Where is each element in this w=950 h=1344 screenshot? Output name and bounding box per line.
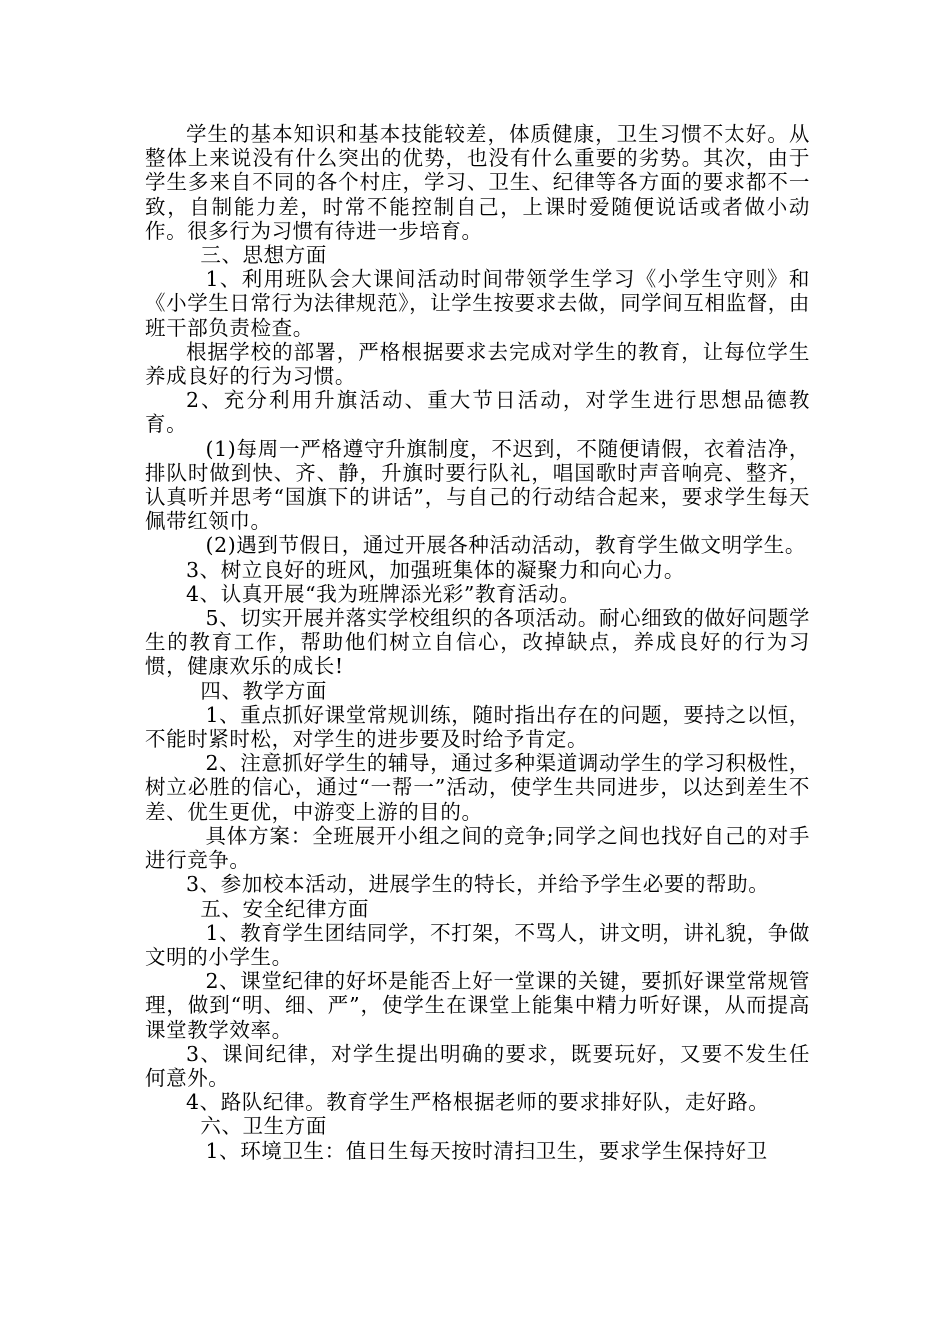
paragraph-teaching-plan: 具体方案：全班展开小组之间的竞争;同学之间也找好自己的对手进行竞争。 [145,823,810,873]
paragraph-teaching-1: 1、重点抓好课堂常规训练，随时指出存在的问题，要持之以恒，不能时紧时松，对学生的进步要及时给予肯定。 [145,702,810,752]
paragraph-thought-2: 2、充分利用升旗活动、重大节日活动，对学生进行思想品德教育。 [145,388,810,437]
paragraph-hygiene-1: 1、环境卫生：值日生每天按时清扫卫生，要求学生保持好卫 [205,1138,768,1163]
paragraph-thought-5: 5、切实开展并落实学校组织的各项活动。耐心细致的做好问题学生的教育工作，帮助他们树立自信心，改掉缺点，养成良好的行为习惯，健康欢乐的成长! [145,606,810,679]
paragraph-thought-2-2: (2)遇到节假日，通过开展各种活动活动，教育学生做文明学生。 [205,533,807,558]
section-heading-safety: 五、安全纪律方面 [200,896,370,921]
paragraph-safety-2: 2、课堂纪律的好坏是能否上好一堂课的关键，要抓好课堂常规管理，做到“明、细、严”，使学生在课堂上能集中精力听好课，从而提高课堂教学效率。 [145,969,810,1042]
paragraph-teaching-2: 2、注意抓好学生的辅导，通过多种渠道调动学生的学习积极性，树立必胜的信心，通过“一帮一”活动，使学生共同进步，以达到差生不差、优生更优，中游变上游的目的。 [145,751,810,824]
paragraph-thought-1: 1、利用班队会大课间活动时间带领学生学习《小学生守则》和《小学生日常行为法律规范》，让学生按要求去做，同学间互相监督，由班干部负责检查。 [145,267,810,340]
paragraph-safety-3: 3、课间纪律，对学生提出明确的要求，既要玩好，又要不发生任何意外。 [145,1041,810,1090]
paragraph-thought-deploy: 根据学校的部署，严格根据要求去完成对学生的教育，让每位学生养成良好的行为习惯。 [145,339,810,389]
paragraph-safety-1: 1、教育学生团结同学，不打架，不骂人，讲文明，讲礼貌，争做文明的小学生。 [145,920,810,969]
document-page [145,122,810,1163]
section-heading-thought: 三、思想方面 [200,243,327,268]
paragraph-safety-4: 4、路队纪律。教育学生严格根据老师的要求排好队，走好路。 [186,1090,770,1115]
paragraph-teaching-3: 3、参加校本活动，进展学生的特长，并给予学生必要的帮助。 [186,872,770,897]
paragraph-thought-3: 3、树立良好的班风，加强班集体的凝聚力和向心力。 [186,557,685,582]
paragraph-thought-2-1: (1)每周一严格遵守升旗制度，不迟到，不随便请假，衣着洁净，排队时做到快、齐、静，升旗时要行队礼，唱国歌时声音响亮、整齐，认真听并思考“国旗下的讲话”，与自己的行动结合起来，要求学生每天佩带红领巾。 [145,436,810,534]
section-heading-hygiene: 六、卫生方面 [200,1114,327,1139]
paragraph-thought-4: 4、认真开展“我为班牌添光彩”教育活动。 [186,581,581,606]
paragraph-intro: 学生的基本知识和基本技能较差，体质健康，卫生习惯不太好。从整体上来说没有什么突出的优势，也没有什么重要的劣势。其次，由于学生多来自不同的各个村庄，学习、卫生、纪律等各方面的要求都不一致，自制能力差，时常不能控制自己，上课时爱随便说话或者做小动作。很多行为习惯有待进一步培育。 [145,122,810,243]
section-heading-teaching: 四、教学方面 [200,678,327,703]
